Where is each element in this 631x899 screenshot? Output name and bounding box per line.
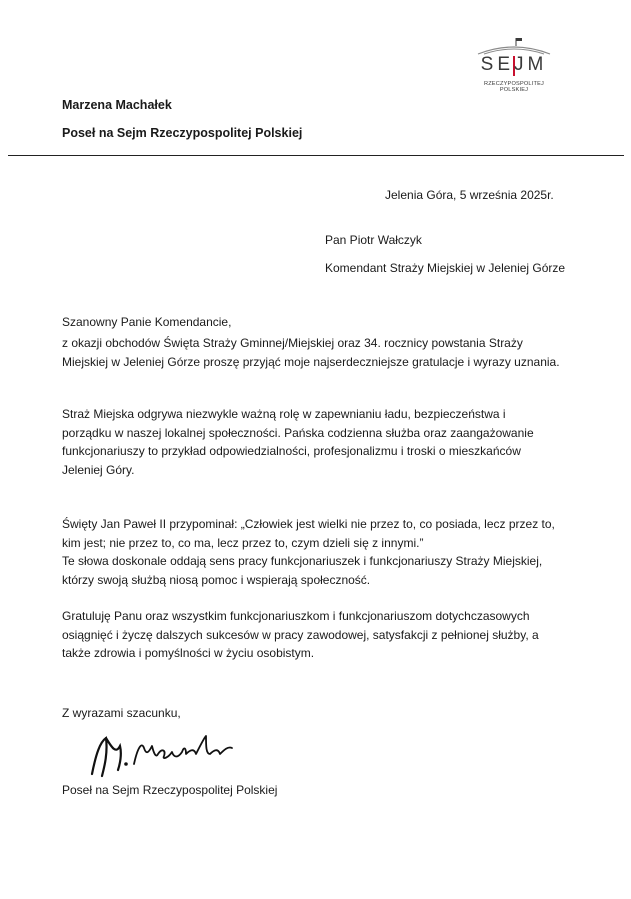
paragraph-3-line: kim jest; nie przez to, co ma, lecz przez to, czym dzieli się z innymi.”: [62, 535, 424, 550]
paragraph-3-line: Święty Jan Paweł II przypominał: „Człowiek jest wielki nie przez to, co posiada, lecz przez to,: [62, 517, 555, 531]
sender-title: Poseł na Sejm Rzeczypospolitej Polskiej: [62, 126, 303, 140]
salutation: Szanowny Panie Komendancie,: [62, 315, 232, 329]
paragraph-1-line: Miejskiej w Jeleniej Górze proszę przyjąć moje najserdeczniejsze gratulacje i wyrazy uznania.: [62, 354, 560, 369]
place-date: Jelenia Góra, 5 września 2025r.: [385, 188, 554, 202]
paragraph-2-line: Straż Miejska odgrywa niezwykle ważną rolę w zapewnianiu ładu, bezpieczeństwa i: [62, 407, 506, 421]
paragraph-1: [62, 334, 602, 371]
recipient-name: Pan Piotr Wałczyk: [325, 233, 422, 247]
paragraph-4-line: Gratuluję Panu oraz wszystkim funkcjonariuszkom i funkcjonariuszom dotychczasowych: [62, 609, 530, 623]
paragraph-2-line: porządku w naszej lokalnej społeczności. Pańska codzienna służba oraz zaangażowanie: [62, 425, 534, 440]
paragraph-1-line: z okazji obchodów Święta Straży Gminnej/Miejskiej oraz 34. rocznicy powstania Straży: [62, 336, 523, 350]
sender-name: Marzena Machałek: [62, 98, 172, 112]
paragraph-4-line: także zdrowia i pomyślności w życiu osobistym.: [62, 646, 315, 660]
logo-word: SEJM: [480, 54, 548, 75]
signature-icon: [86, 724, 246, 784]
paragraph-4: [62, 607, 602, 663]
header-divider: [8, 155, 624, 156]
sejm-logo: [474, 36, 554, 94]
logo-subtitle: RZECZYPOSPOLITEJ POLSKIEJ: [483, 81, 545, 93]
footer-title: Poseł na Sejm Rzeczypospolitej Polskiej: [62, 783, 278, 797]
closing: Z wyrazami szacunku,: [62, 706, 181, 720]
recipient-title: Komendant Straży Miejskiej w Jeleniej Górze: [325, 261, 566, 275]
handwritten-signature: [86, 724, 246, 784]
paragraph-3: [62, 515, 602, 589]
paragraph-2-line: funkcjonariuszy to przykład odpowiedzialności, profesjonalizmu i troski o mieszkańców: [62, 444, 521, 458]
paragraph-2-line: Jeleniej Góry.: [62, 462, 135, 477]
paragraph-3-line: którzy swoją służbą niosą pomoc i wspierają społeczność.: [62, 572, 371, 587]
paragraph-4-line: osiągnięć i życzę dalszych sukcesów w pracy zawodowej, satysfakcji z pełnionej służby, a: [62, 627, 539, 642]
paragraph-3-line: Te słowa doskonale oddają sens pracy funkcjonariuszek i funkcjonariuszy Straży Miejskiej,: [62, 554, 543, 568]
paragraph-2: [62, 405, 602, 479]
